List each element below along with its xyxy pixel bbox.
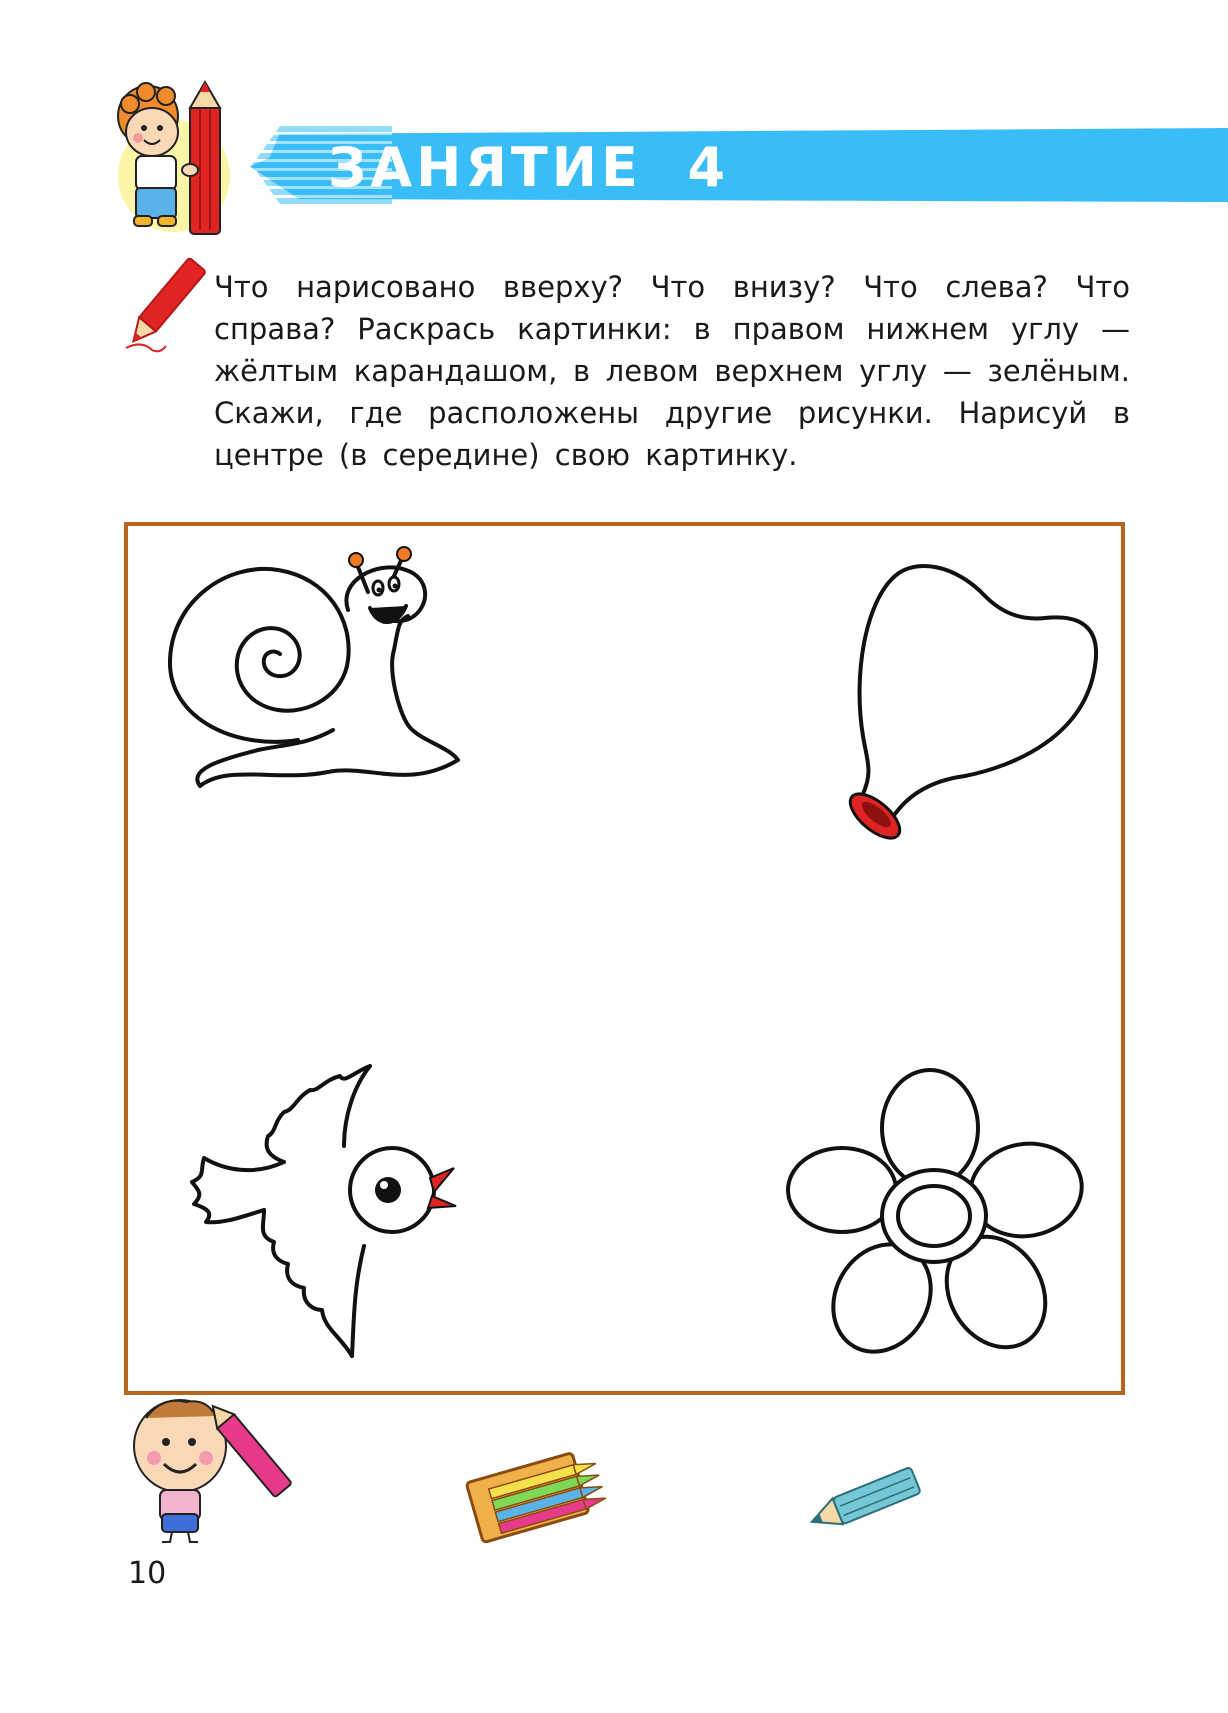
balloon-icon[interactable] bbox=[815, 556, 1105, 866]
task-line: жёлтым карандашом, в левом верхнем углу — зелёным. bbox=[214, 354, 1130, 388]
bird-icon[interactable] bbox=[184, 1066, 464, 1366]
flower-icon[interactable] bbox=[786, 1066, 1096, 1366]
snail-icon[interactable] bbox=[158, 550, 488, 810]
page-number: 10 bbox=[128, 1556, 167, 1591]
task-line: Скажи, где расположены другие рисунки. Нарисуй в bbox=[214, 396, 1130, 430]
task-instructions bbox=[214, 266, 1130, 476]
boy-with-pink-pencil-icon bbox=[126, 1396, 296, 1546]
lesson-title: ЗАНЯТИЕ 4 bbox=[328, 136, 730, 199]
blue-pencil-icon bbox=[806, 1466, 926, 1536]
colored-pencils-box-icon bbox=[460, 1430, 640, 1540]
task-line: справа? Раскрась картинки: в правом нижнем углу — bbox=[214, 312, 1130, 346]
red-pencil-icon bbox=[118, 256, 208, 356]
task-line: Что нарисовано вверху? Что внизу? Что слева? Что bbox=[214, 270, 1130, 304]
boy-with-red-pencil-icon bbox=[108, 80, 248, 240]
task-line: центре (в середине) свою картинку. bbox=[214, 438, 798, 472]
